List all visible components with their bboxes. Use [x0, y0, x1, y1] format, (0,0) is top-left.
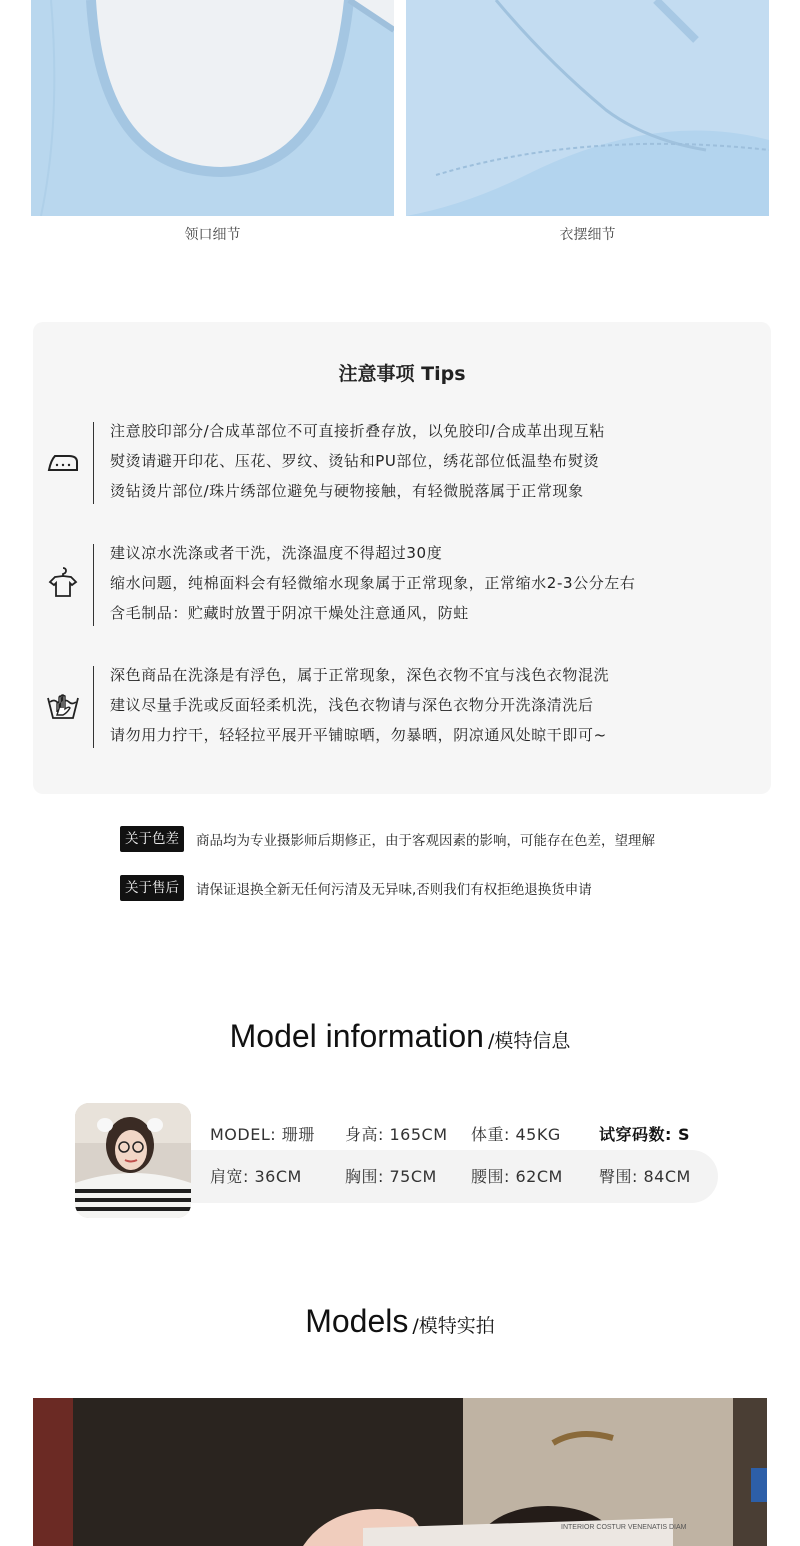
tip-line: 缩水问题，纯棉面料会有轻微缩水现象属于正常现象，正常缩水2-3公分左右	[110, 574, 636, 592]
tips-title: 注意事项 Tips	[338, 363, 466, 385]
model-hip: 臀围: 84CM	[599, 1167, 691, 1186]
notice-after-sales	[120, 874, 592, 902]
model-info-heading-en: Model information	[229, 1018, 484, 1054]
notice-text: 请保证退换全新无任何污清及无异味,否则我们有权拒绝退换货申请	[196, 882, 592, 898]
model-shoulder: 肩宽: 36CM	[210, 1167, 302, 1186]
care-tips-card	[33, 322, 771, 794]
model-height: 身高: 165CM	[345, 1125, 448, 1144]
tip-line: 烫钻烫片部位/珠片绣部位避免与硬物接触，有轻微脱落属于正常现象	[110, 482, 584, 500]
model-info-heading-cn: /模特信息	[487, 1030, 571, 1052]
hem-detail-photo	[406, 0, 769, 216]
tip-line: 深色商品在洗涤是有浮色，属于正常现象，深色衣物不宜与浅色衣物混洗	[110, 666, 610, 684]
tip-line: 注意胶印部分/合成革部位不可直接折叠存放，以免胶印/合成革出现互粘	[110, 422, 605, 440]
models-heading	[0, 1303, 800, 1340]
neckline-detail-photo	[31, 0, 394, 216]
notice-color-difference	[120, 825, 655, 853]
tip-divider	[93, 544, 94, 626]
notice-badge: 关于售后	[120, 875, 184, 901]
model-bust: 胸围: 75CM	[345, 1167, 437, 1186]
tip-divider	[93, 666, 94, 748]
model-photo	[33, 1398, 767, 1546]
tip-line: 含毛制品：贮藏时放置于阴凉干燥处注意通风，防蛀	[110, 604, 469, 622]
tip-line: 建议尽量手洗或反面轻柔机洗，浅色衣物请与深色衣物分开洗涤清洗后	[110, 696, 594, 714]
tip-line: 建议凉水洗涤或者干洗，洗涤温度不得超过30度	[110, 544, 443, 562]
magazine-text: INTERIOR COSTUR VENENATIS DIAM	[561, 1524, 687, 1531]
model-avatar	[75, 1103, 191, 1218]
iron-icon	[45, 444, 81, 480]
neckline-caption: 领口细节	[184, 227, 241, 243]
notice-text: 商品均为专业摄影师后期修正，由于客观因素的影响，可能存在色差，望理解	[196, 833, 655, 849]
hanging-shirt-icon	[45, 564, 81, 600]
hem-caption: 衣摆细节	[559, 227, 616, 243]
hand-wash-icon	[45, 686, 81, 722]
model-name: MODEL: 珊珊	[210, 1125, 315, 1144]
tip-divider	[93, 422, 94, 504]
models-heading-en: Models	[305, 1303, 409, 1339]
model-info-heading	[0, 1018, 800, 1055]
model-trial-size: 试穿码数: S	[599, 1125, 690, 1144]
models-heading-cn: /模特实拍	[412, 1315, 495, 1337]
tip-line: 熨烫请避开印花、压花、罗纹、烫钻和PU部位，绣花部位低温垫布熨烫	[110, 452, 600, 470]
model-waist: 腰围: 62CM	[471, 1167, 563, 1186]
tip-line: 请勿用力拧干，轻轻拉平展开平铺晾晒，勿暴晒，阴凉通风处晾干即可~	[110, 726, 607, 744]
model-weight: 体重: 45KG	[471, 1125, 561, 1144]
notice-badge: 关于色差	[120, 826, 184, 852]
